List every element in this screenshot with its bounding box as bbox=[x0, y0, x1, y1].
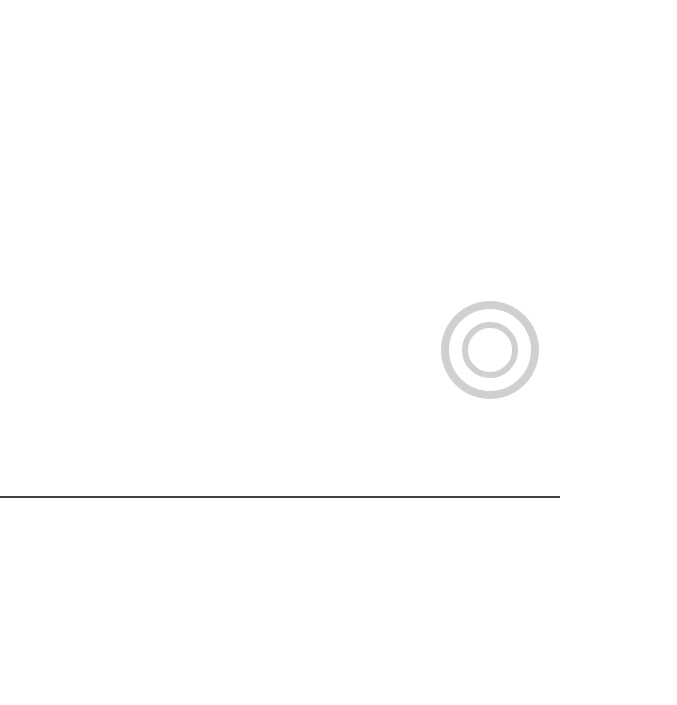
footer-watermark-row bbox=[0, 690, 677, 705]
mdeq-watermark-logo bbox=[430, 295, 550, 445]
